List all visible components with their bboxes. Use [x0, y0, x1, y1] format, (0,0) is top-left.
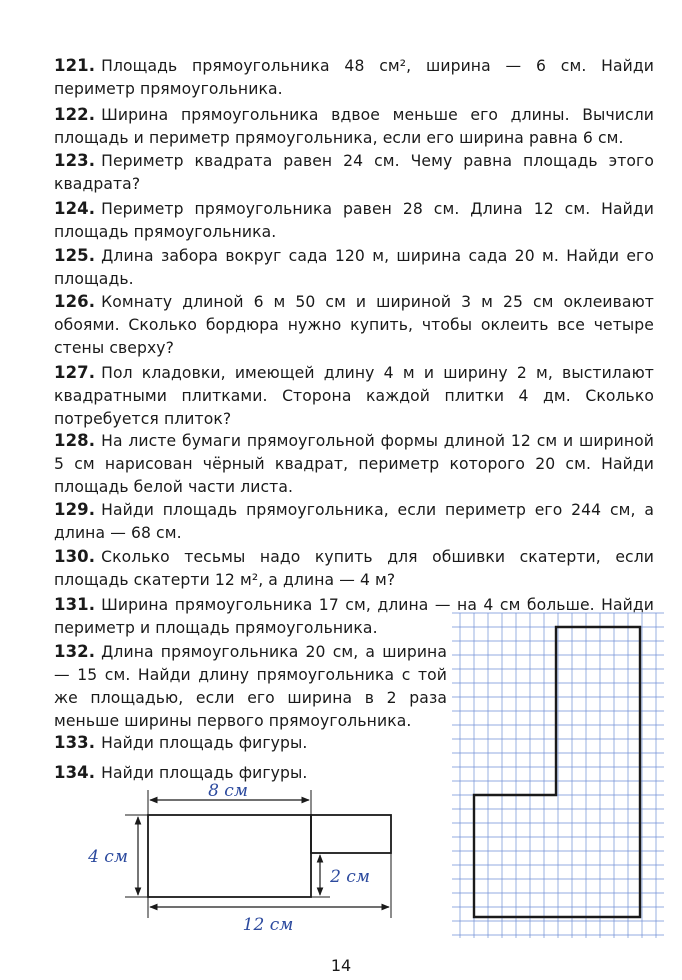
problem-text: Длина забора вокруг сада 120 м, ширина сада 20 м. Найди его площадь. [54, 247, 654, 288]
problem-128 [54, 429, 654, 499]
problem-text: Ширина прямоугольника вдвое меньше его длины. Вычисли площадь и периметр прямоугольника, если его ширина равна 6 см. [54, 106, 654, 147]
problem-text: Комнату длиной 6 м 50 см и шириной 3 м 25 см оклеивают обоями. Сколько бордюра нужно купить, чтобы оклеить все четыре стены сверху? [54, 293, 654, 357]
problem-number: 131. [54, 595, 96, 614]
problem-text: Периметр прямоугольника равен 28 см. Длина 12 см. Найди площадь прямоугольника. [54, 200, 654, 241]
problem-number: 133. [54, 733, 96, 752]
problem-number: 125. [54, 246, 96, 265]
problem-number: 128. [54, 431, 96, 450]
problem-125 [54, 244, 654, 291]
problem-127 [54, 361, 654, 431]
figure-133-grid [452, 613, 664, 938]
figure-133-shape [474, 627, 640, 917]
page-number: 14 [330, 956, 352, 975]
problem-number: 126. [54, 292, 96, 311]
label-bottom: 12 см [242, 915, 294, 935]
problem-122 [54, 103, 654, 150]
problem-130 [54, 545, 654, 592]
problem-text: Длина прямоугольника 20 см, а ширина — 15 см. Найди длину прямоугольника с той же площадью, если его ширина в 2 раза меньше ширины первого прямоугольника. [54, 643, 447, 730]
problem-number: 122. [54, 105, 96, 124]
label-right: 2 см [330, 867, 370, 887]
problem-134 [54, 761, 447, 785]
problem-text: Площадь прямоугольника 48 см², ширина — 6 см. Найди периметр прямоугольника. [54, 57, 654, 98]
figure-small-rectangle [311, 815, 391, 853]
problem-text: Пол кладовки, имеющей длину 4 м и ширину 2 м, выстилают квадратными плитками. Сторона каждой плитки 4 дм. Сколько потребуется плиток? [54, 364, 654, 428]
problem-text: Найди площадь прямоугольника, если периметр его 244 см, а длина — 68 см. [54, 501, 654, 542]
label-left: 4 см [88, 847, 128, 867]
problem-number: 132. [54, 642, 96, 661]
grid-lines [452, 613, 664, 938]
problem-text: Найди площадь фигуры. [101, 734, 308, 752]
problem-number: 134. [54, 763, 96, 782]
problem-133 [54, 731, 447, 755]
problem-129 [54, 498, 654, 545]
problem-number: 123. [54, 151, 96, 170]
label-top: 8 см [208, 781, 248, 801]
problem-121 [54, 54, 654, 101]
problem-132 [54, 640, 447, 733]
problem-text: На листе бумаги прямоугольной формы длиной 12 см и шириной 5 см нарисован чёрный квадрат, периметр которого 20 см. Найди площадь белой части листа. [54, 432, 654, 496]
problem-number: 127. [54, 363, 96, 382]
problem-124 [54, 197, 654, 244]
problem-text: Периметр квадрата равен 24 см. Чему равна площадь этого квадрата? [54, 152, 654, 193]
figure-main-rectangle [148, 815, 311, 897]
problem-number: 121. [54, 56, 96, 75]
problem-123 [54, 149, 654, 196]
problem-text: Найди площадь фигуры. [101, 764, 308, 782]
problem-number: 129. [54, 500, 96, 519]
problem-126 [54, 290, 654, 360]
problem-text: Ширина прямоугольника 17 см, длина — на 4 см больше. Найди периметр и площадь прямоугольника. [54, 596, 654, 637]
problem-text: Сколько тесьмы надо купить для обшивки скатерти, если площадь скатерти 12 м², а длина — 4 м? [54, 548, 654, 589]
problem-number: 124. [54, 199, 96, 218]
problem-number: 130. [54, 547, 96, 566]
